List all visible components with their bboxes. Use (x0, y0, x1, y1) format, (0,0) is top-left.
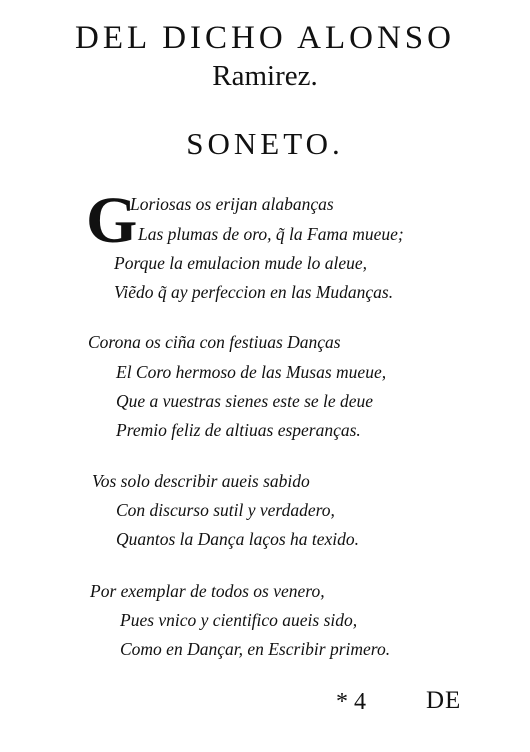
poem-line: Vos solo describir aueis sabido (92, 471, 310, 491)
poem-line: Corona os ciña con festiuas Danças (88, 332, 341, 352)
poem-line: Quantos la Dança laços ha texido. (116, 529, 360, 549)
poem-line: Como en Dançar, en Escribir primero. (120, 639, 391, 659)
poem-line: Loriosas os erijan alabanças (130, 194, 334, 214)
poem-line: Viẽdo q̃ ay perfeccion en las Mudanças. (114, 282, 394, 302)
poem-line: Porque la emulacion mude lo aleue, (114, 253, 368, 273)
poem-line: Premio feliz de altiuas esperanças. (116, 420, 361, 440)
signature-mark: * 4 (336, 689, 366, 715)
poem-line: Con discurso sutil y verdadero, (116, 500, 335, 520)
poem-line: Que a vuestras sienes este se le deue (116, 391, 374, 411)
catchword: DE (426, 687, 462, 714)
author-name: Ramirez. (212, 60, 318, 92)
poem-line: Las plumas de oro, q̃ la Fama mueue; (138, 224, 404, 244)
poem-line: El Coro hermoso de las Musas mueue, (116, 362, 387, 382)
poem-line: Por exemplar de todos os venero, (90, 581, 325, 601)
page-heading: DEL DICHO ALONSO (75, 20, 455, 56)
poem-line: Pues vnico y cientifico aueis sido, (120, 610, 358, 630)
drop-cap: G (86, 184, 138, 257)
poem-title: SONETO. (186, 126, 344, 161)
